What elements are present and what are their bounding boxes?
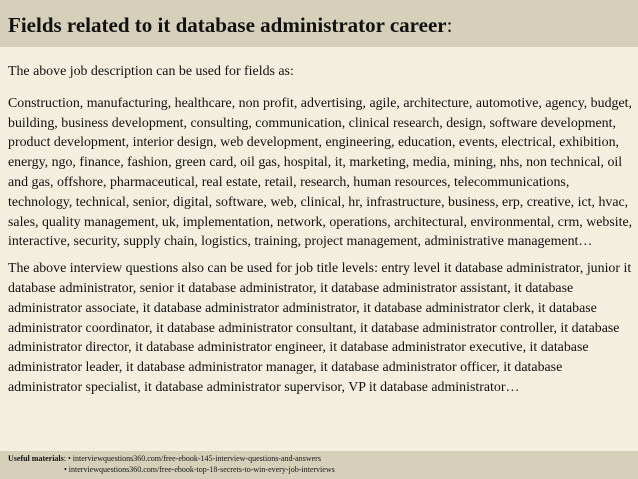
footer-label: Useful materials xyxy=(8,454,64,463)
footer xyxy=(0,451,638,479)
footer-line-2 xyxy=(8,465,638,476)
slide-header xyxy=(0,0,638,47)
slide-title-text: Fields related to it database administrator career xyxy=(8,13,447,37)
footer-link-ebook-top-18[interactable]: • interviewquestions360.com/free-ebook-top-18-secrets-to-win-every-job-interviews xyxy=(64,464,335,474)
fields-paragraph: Construction, manufacturing, healthcare, non profit, advertising, agile, architecture, automotive, agency, budget, building, business development, consulting, communication, clinical research, design, software development, product development, interior design, web development, engineering, education, events, electrical, exhibition, energy, ngo, finance, fashion, green card, oil gas, hospital, it, marketing, media, mining, nhs, non technical, oil and gas, offshore, pharmaceutical, real estate, retail, research, human resources, telecommunications, technology, technical, senior, digital, software, web, clinical, hr, infrastructure, business, erp, creative, ict, hvac, sales, quality management, uk, implementation, network, operations, architectural, environmental, crm, website, interactive, security, supply chain, logistics, training, project management, administrative management… xyxy=(8,95,633,250)
slide-body xyxy=(8,62,634,405)
slide-title-colon: : xyxy=(446,13,453,37)
footer-link-ebook-145[interactable]: • interviewquestions360.com/free-ebook-145-interview-questions-and-answers xyxy=(68,454,321,463)
footer-line-1 xyxy=(8,454,638,465)
footer-separator: : xyxy=(63,454,68,463)
intro-text: The above job description can be used for fields as: xyxy=(8,64,294,79)
job-levels-paragraph: The above interview questions also can be used for job title levels: entry level it database administrator, junior it database administrator, senior it database administrator, it database administrator assistant, it database administrator associate, it database administrator administrator, it database administrator clerk, it database administrator coordinator, it database administrator consultant, it database administrator controller, it database administrator director, it database administrator engineer, it database administrator executive, it database administrator leader, it database administrator manager, it database administrator officer, it database administrator specialist, it database administrator supervisor, VP it database administrator… xyxy=(8,261,632,395)
slide-title xyxy=(8,13,638,37)
